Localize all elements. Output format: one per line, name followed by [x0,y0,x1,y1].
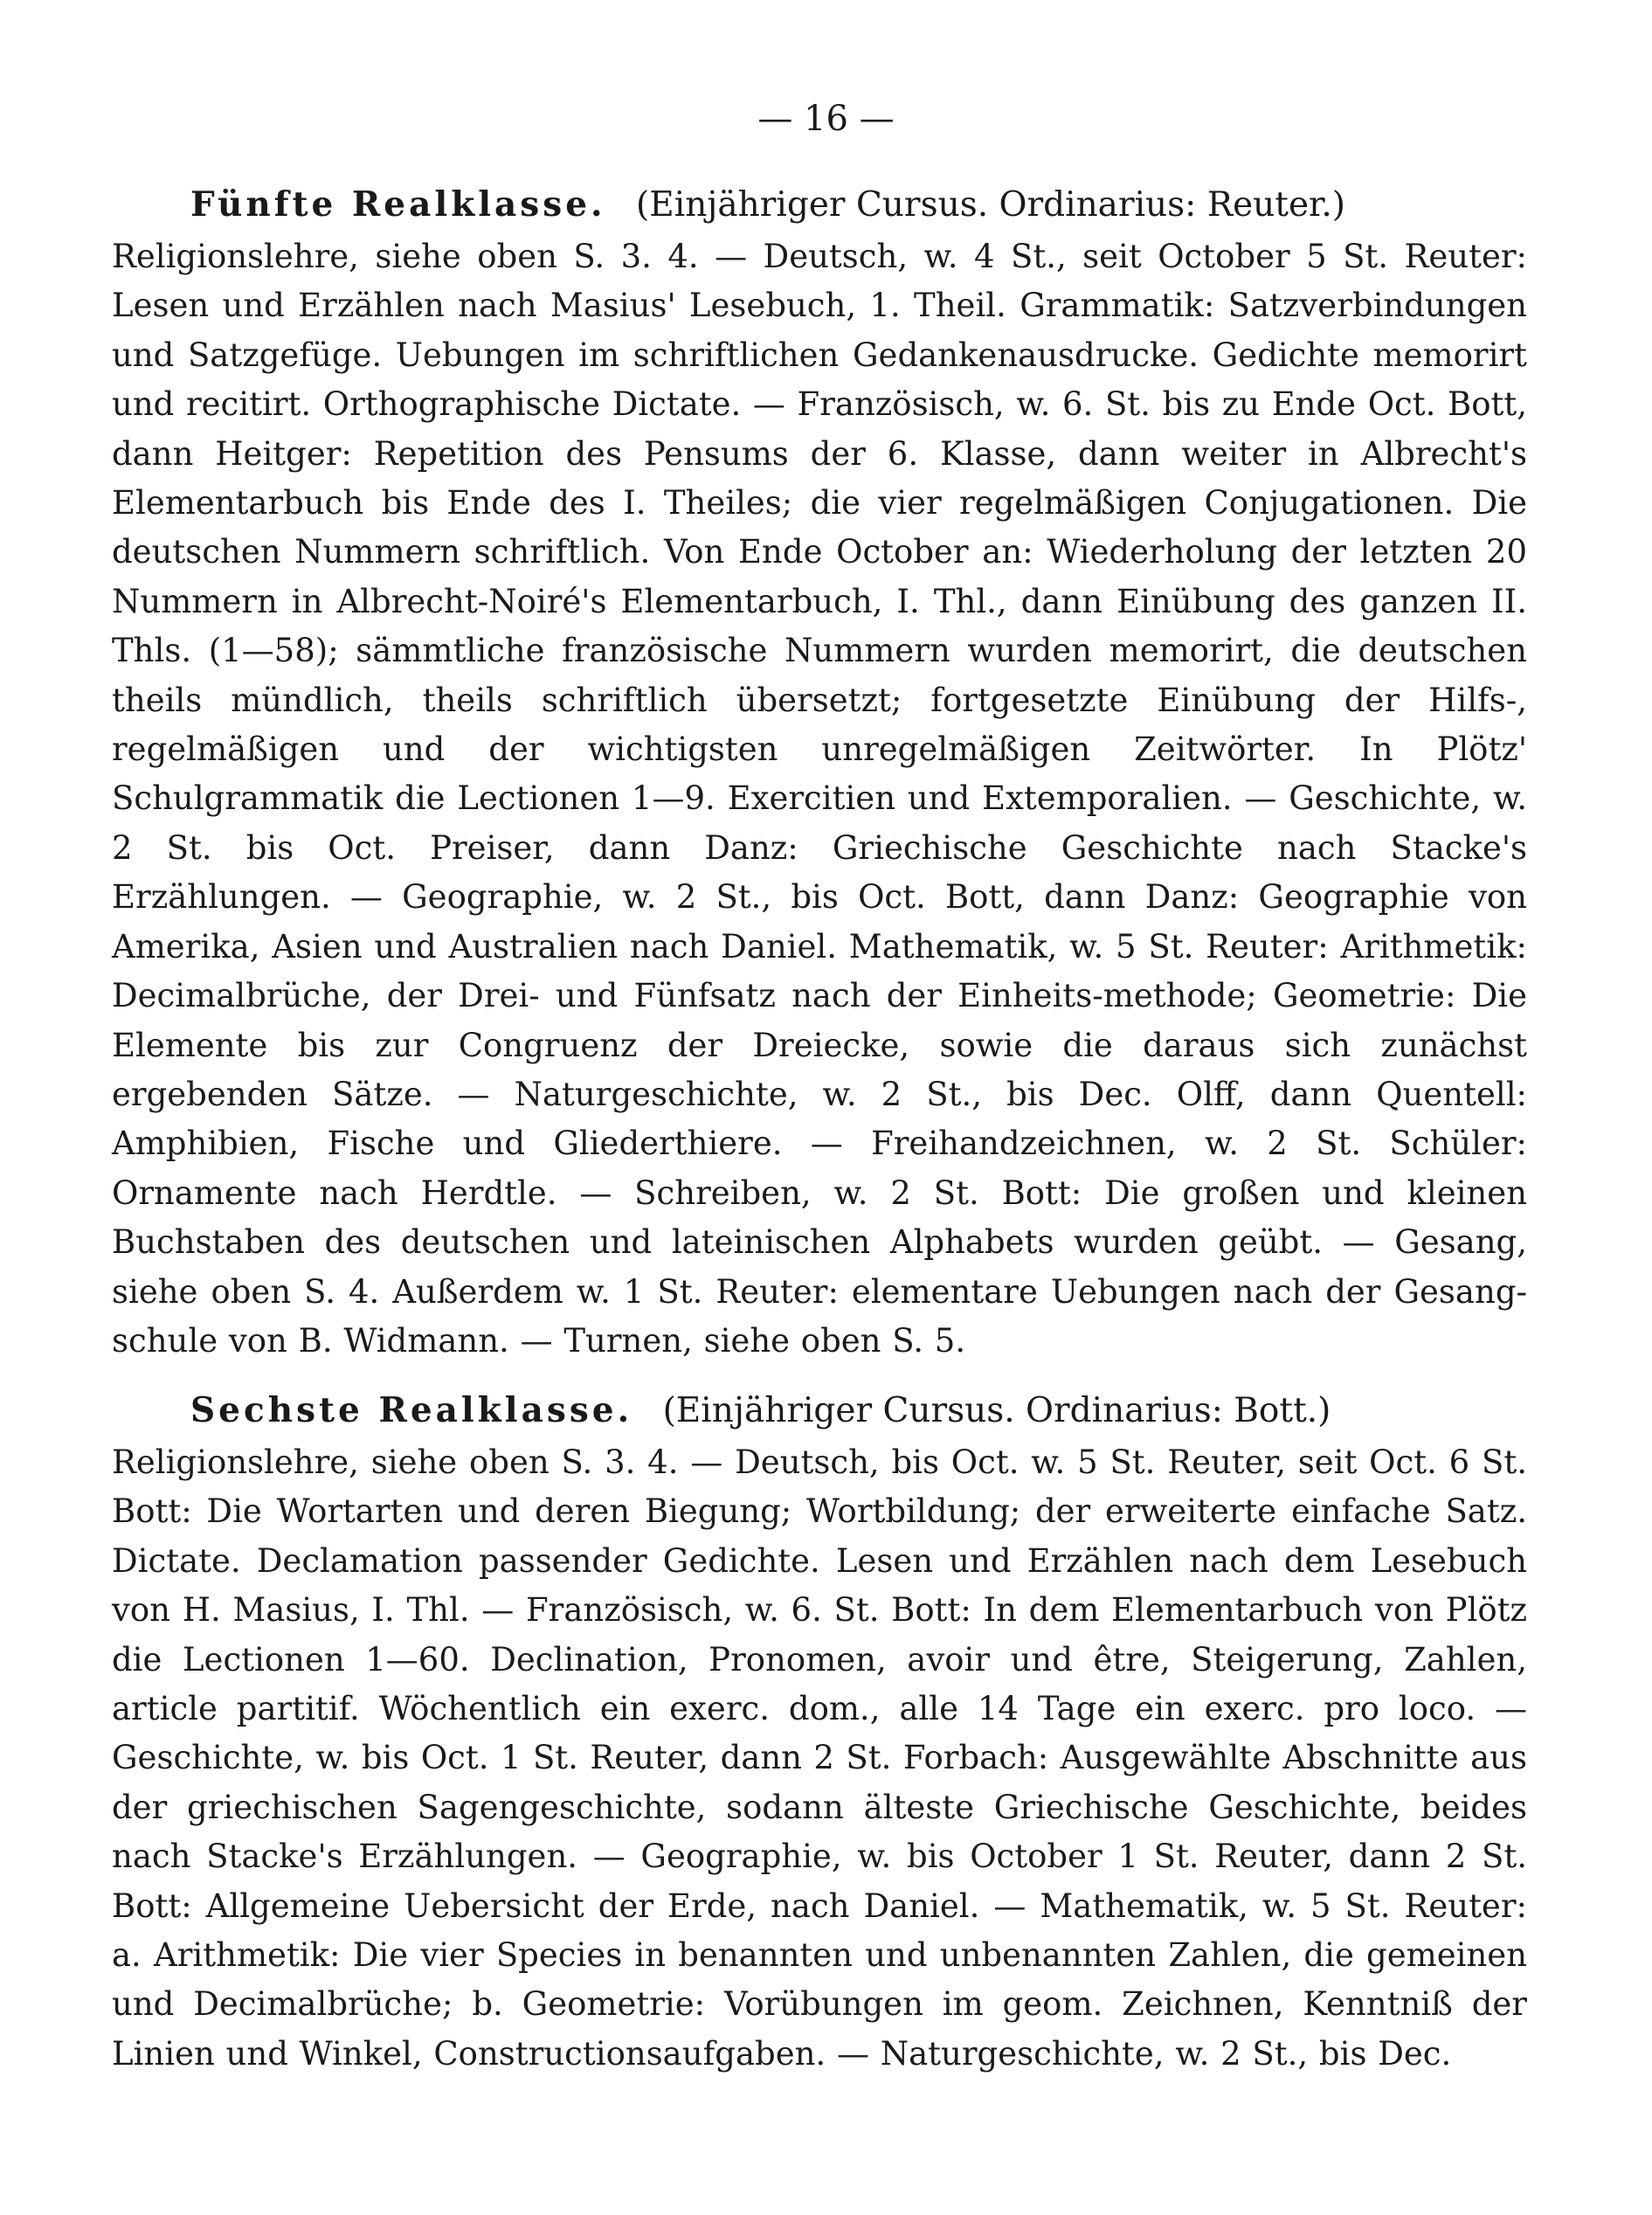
section-heading [112,179,1527,231]
section-body: Religionslehre, siehe oben S. 3. 4. — Deutsch, w. 4 St., seit October 5 St. Reuter: Lesen und Erzählen nach Masius' Lesebuch, 1. Theil. Grammatik: Satzverbindungen und Satzgefüge. Uebungen im schriftlichen Gedankenausdrucke. Gedichte memorirt und recitirt. Orthographische Dictate. — Französisch, w. 6. St. bis zu Ende Oct. Bott, dann Heitger: Repetition des Pensums der 6. Klasse, dann weiter in Albrecht's Elementarbuch bis Ende des I. Theiles; die vier regelmäßigen Conjugationen. Die deutschen Nummern schriftlich. Von Ende October an: Wiederholung der letzten 20 Nummern in Albrecht-Noiré's Elementarbuch, I. Thl., dann Einübung des ganzen II. Thls. (1—58); sämmtliche französische Nummern wurden memorirt, die deutschen theils mündlich, theils schriftlich übersetzt; fortgesetzte Einübung der Hilfs-, regelmäßigen und der wichtigsten unregelmäßigen Zeitwörter. In Plötz' Schulgrammatik die Lectionen 1—9. Exercitien und Extemporalien. — Geschichte, w. 2 St. bis Oct. Preiser, dann Danz: Griechische Geschichte nach Stacke's Erzählungen. — Geographie, w. 2 St., bis Oct. Bott, dann Danz: Geographie von Amerika, Asien und Australien nach Daniel. Mathematik, w. 5 St. Reuter: Arithmetik: Decimalbrüche, der Drei- und Fünfsatz nach der Einheits-methode; Geometrie: Die Elemente bis zur Congruenz der Dreiecke, sowie die daraus sich zunächst ergebenden Sätze. — Naturgeschichte, w. 2 St., bis Dec. Olff, dann Quentell: Amphibien, Fische und Gliederthiere. — Freihandzeichnen, w. 2 St. Schüler: Ornamente nach Herdtle. — Schreiben, w. 2 St. Bott: Die großen und kleinen Buchstaben des deutschen und lateinischen Alphabets wurden geübt. — Gesang, siehe oben S. 4. Außerdem w. 1 St. Reuter: elementare Uebungen nach der Gesang-schule von B. Widmann. — Turnen, siehe oben S. 5. [112,238,1527,1360]
section-title: Sechste Realklasse. [190,1390,633,1430]
page-number: — 16 — [757,99,895,139]
section-fuenfte-realklasse [112,179,1527,1366]
section-title: Fünfte Realklasse. [190,184,606,225]
section-note: (Einjähriger Cursus. Ordinarius: Reuter.) [636,185,1346,225]
section-note: (Einjähriger Cursus. Ordinarius: Bott.) [662,1391,1331,1430]
section-sechste-realklasse [112,1385,1527,2079]
section-heading [112,1385,1527,1436]
section-body: Religionslehre, siehe oben S. 3. 4. — Deutsch, bis Oct. w. 5 St. Reuter, seit Oct. 6 St. Bott: Die Wortarten und deren Biegung; Wortbildung; der erweiterte einfache Satz. Dictate. Declamation passender Gedichte. Lesen und Erzählen nach dem Lesebuch von H. Masius, I. Thl. — Französisch, w. 6. St. Bott: In dem Elementarbuch von Plötz die Lectionen 1—60. Declination, Pronomen, avoir und être, Steigerung, Zahlen, article partitif. Wöchentlich ein exerc. dom., alle 14 Tage ein exerc. pro loco. — Geschichte, w. bis Oct. 1 St. Reuter, dann 2 St. Forbach: Ausgewählte Abschnitte aus der griechischen Sagengeschichte, sodann älteste Griechische Geschichte, beides nach Stacke's Erzählungen. — Geographie, w. bis October 1 St. Reuter, dann 2 St. Bott: Allgemeine Uebersicht der Erde, nach Daniel. — Mathematik, w. 5 St. Reuter: a. Arithmetik: Die vier Species in benannten und unbenannten Zahlen, die gemeinen und Decimalbrüche; b. Geometrie: Vorübungen im geom. Zeichnen, Kenntniß der Linien und Winkel, Constructionsaufgaben. — Naturgeschichte, w. 2 St., bis Dec. [112,1443,1527,2073]
